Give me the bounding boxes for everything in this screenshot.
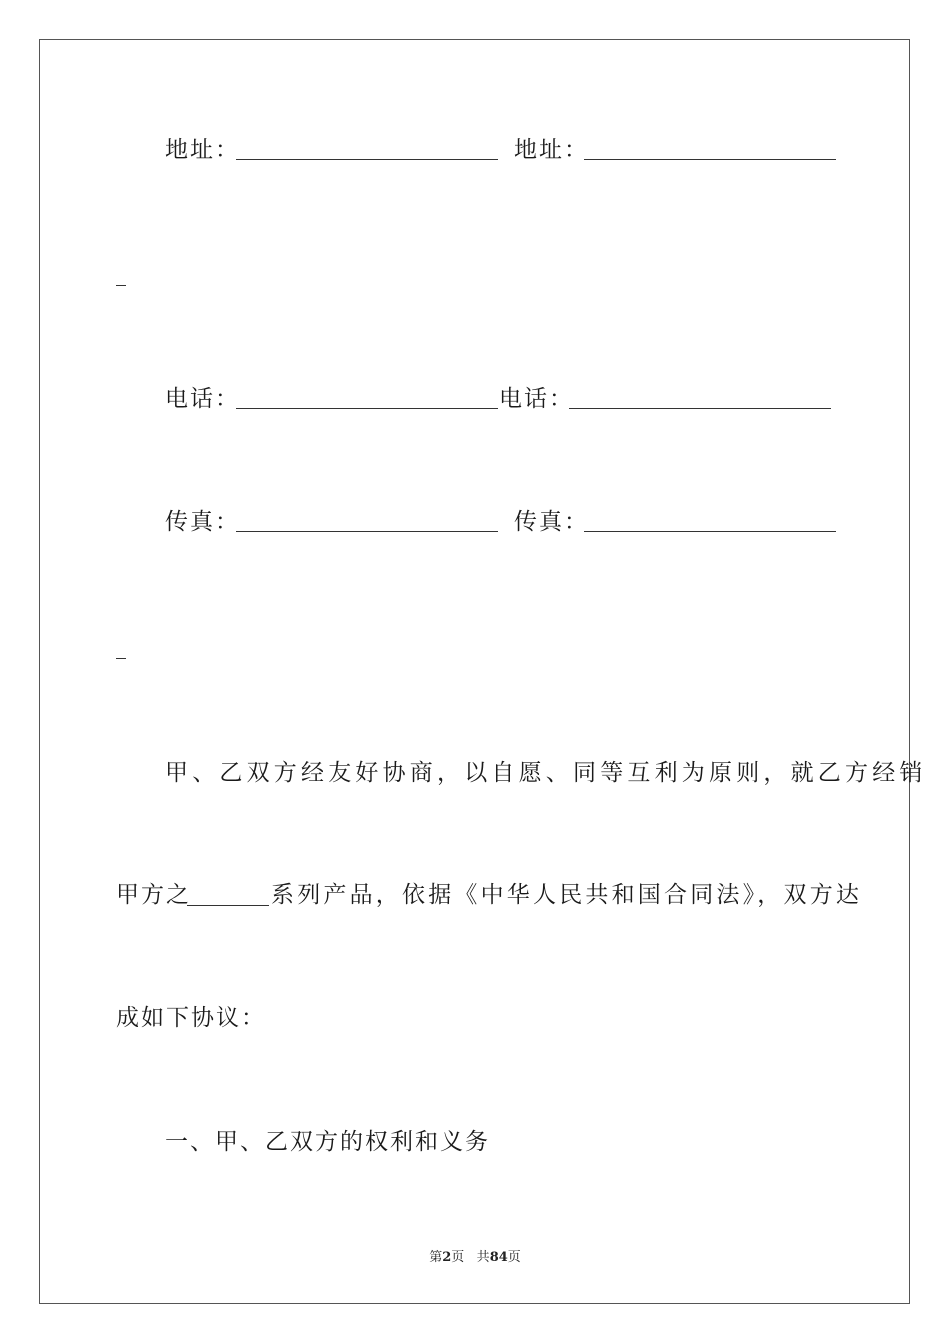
fax-continuation-mark <box>116 658 126 659</box>
phone-blank-right <box>569 408 831 409</box>
fax-blank-left <box>236 531 498 532</box>
address-continuation-mark <box>116 285 126 286</box>
address-blank-right <box>584 159 836 160</box>
fax-label-left: 传真： <box>165 509 240 535</box>
address-label-left: 地址： <box>165 137 240 163</box>
footer-total-suffix: 页 <box>507 1250 521 1265</box>
fax-blank-right <box>584 531 836 532</box>
footer-page-number: 2 <box>442 1250 452 1265</box>
footer-total-prefix: 共 <box>476 1250 490 1265</box>
address-blank-left <box>236 159 498 160</box>
phone-label-left: 电话： <box>165 386 240 412</box>
footer-page-prefix: 第 <box>429 1250 443 1265</box>
footer-page-suffix: 页 <box>451 1250 465 1265</box>
page-footer <box>0 1246 950 1265</box>
paragraph-line-3: 成如下协议： <box>116 1005 266 1031</box>
phone-label-right: 电话： <box>499 386 574 412</box>
footer-total-pages: 84 <box>489 1250 508 1265</box>
paragraph-line-2-end: 系列产品，依据《中华人民共和国合同法》，双方达 <box>271 882 863 908</box>
address-label-right: 地址： <box>514 137 589 163</box>
section-heading: 一、甲、乙双方的权利和义务 <box>165 1129 490 1155</box>
fax-label-right: 传真： <box>514 509 589 535</box>
paragraph-line-2-start: 甲方之 <box>116 882 191 908</box>
page-border <box>39 39 910 1304</box>
paragraph-line-1: 甲、乙双方经友好协商，以自愿、同等互利为原则，就乙方经销 <box>165 760 927 786</box>
phone-blank-left <box>236 408 498 409</box>
product-series-blank <box>187 905 269 906</box>
